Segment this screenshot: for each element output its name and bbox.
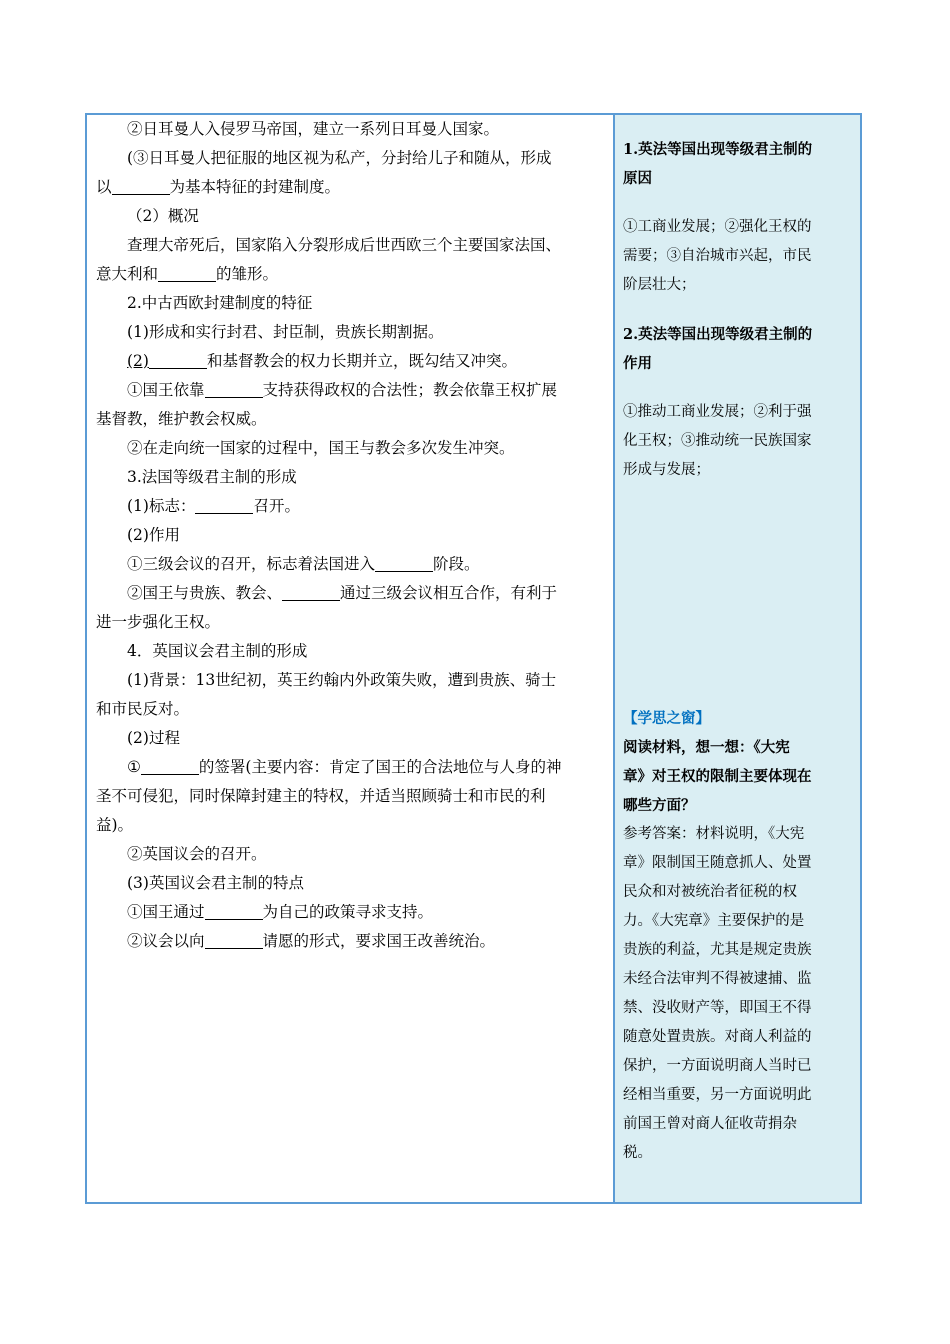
- answer: 经相当重要，另一方面说明此: [623, 1087, 812, 1103]
- blank[interactable]: [375, 553, 433, 572]
- blank[interactable]: [195, 495, 253, 514]
- blank[interactable]: [205, 379, 263, 398]
- line: 意大利和 的雏形。: [96, 265, 279, 283]
- content-table: [85, 113, 862, 1204]
- answer: 贵族的利益，尤其是规定贵族: [623, 942, 812, 958]
- line: 4．英国议会君主制的形成: [127, 642, 308, 660]
- line: (2) 和基督教会的权力长期并立，既勾结又冲突。: [127, 352, 517, 370]
- blank[interactable]: [112, 176, 170, 195]
- line: ① 的签署(主要内容：肯定了国王的合法地位与人身的神: [127, 758, 562, 776]
- left-column: [87, 115, 615, 1202]
- line: (3)英国议会君主制的特点: [127, 874, 304, 892]
- effects-text: 化王权；③推动统一民族国家: [623, 433, 812, 449]
- line: 圣不可侵犯，同时保障封建主的特权，并适当照顾骑士和市民的利: [96, 787, 546, 805]
- answer: 随意处置贵族。对商人利益的: [623, 1029, 812, 1045]
- line: 和市民反对。: [96, 700, 190, 718]
- line: (2)作用: [127, 526, 180, 544]
- line: (1)形成和实行封君、封臣制，贵族长期割据。: [127, 323, 444, 341]
- heading-reasons: 原因: [623, 170, 652, 187]
- blank[interactable]: [282, 582, 340, 601]
- effects-text: ①推动工商业发展；②利于强: [623, 404, 812, 420]
- reasons-text: 阶层壮大；: [623, 277, 696, 293]
- answer: 禁、没收财产等，即国王不得: [623, 1000, 812, 1016]
- line: (2)过程: [127, 729, 180, 747]
- line: 2.中古西欧封建制度的特征: [127, 294, 313, 312]
- reasons-text: 需要；③自治城市兴起，市民: [623, 248, 812, 264]
- blank[interactable]: [158, 263, 216, 282]
- blank[interactable]: [205, 901, 263, 920]
- window-title: 【学思之窗】: [623, 710, 710, 727]
- line: ②议会以向 请愿的形式，要求国王改善统治。: [127, 932, 496, 950]
- blank[interactable]: [141, 756, 199, 775]
- question: 哪些方面？: [623, 797, 696, 814]
- answer: 章》限制国王随意抓人、处置: [623, 855, 812, 871]
- question: 阅读材料，想一想：《大宪: [623, 739, 790, 756]
- line: （2）概况: [127, 207, 199, 225]
- line: ①国王依靠 支持获得政权的合法性；教会依靠王权扩展: [127, 381, 558, 399]
- line: (③日耳曼人把征服的地区视为私产，分封给儿子和随从，形成: [127, 149, 552, 167]
- answer: 税。: [623, 1145, 652, 1161]
- effects-text: 形成与发展；: [623, 462, 710, 478]
- line: 以 为基本特征的封建制度。: [96, 178, 341, 196]
- answer: 保护，一方面说明商人当时已: [623, 1058, 812, 1074]
- blank[interactable]: [149, 350, 207, 369]
- line: 进一步强化王权。: [96, 613, 221, 631]
- line: ②国王与贵族、教会、 通过三级会议相互合作，有利于: [127, 584, 558, 602]
- reasons-text: ①工商业发展；②强化王权的: [623, 219, 812, 235]
- question: 章》对王权的限制主要体现在: [623, 768, 812, 785]
- line: ②在走向统一国家的过程中，国王与教会多次发生冲突。: [127, 439, 515, 457]
- right-column: [615, 115, 860, 1202]
- line: ①国王通过 为自己的政策寻求支持。: [127, 903, 434, 921]
- answer: 参考答案：材料说明，《大宪: [623, 826, 805, 842]
- line: 益)。: [96, 816, 134, 834]
- blank[interactable]: [205, 930, 263, 949]
- heading-effects: 2.英法等国出现等级君主制的: [623, 326, 813, 343]
- line: (1)背景：13世纪初，英王约翰内外政策失败，遭到贵族、骑士: [127, 671, 557, 689]
- answer: 力。《大宪章》主要保护的是: [623, 913, 805, 929]
- line: 3.法国等级君主制的形成: [127, 468, 297, 486]
- line: 基督教，维护教会权威。: [96, 410, 267, 428]
- line: ②日耳曼人入侵罗马帝国，建立一系列日耳曼人国家。: [127, 120, 500, 138]
- heading-reasons: 1.英法等国出现等级君主制的: [623, 141, 813, 158]
- heading-effects: 作用: [623, 355, 652, 372]
- line: ①三级会议的召开，标志着法国进入 阶段。: [127, 555, 480, 573]
- answer: 民众和对被统治者征税的权: [623, 884, 797, 900]
- answer: 前国王曾对商人征收苛捐杂: [623, 1116, 797, 1132]
- line: ②英国议会的召开。: [127, 845, 267, 863]
- line: 查理大帝死后，国家陷入分裂形成后世西欧三个主要国家法国、: [127, 236, 562, 254]
- line: (1)标志： 召开。: [127, 497, 300, 515]
- answer: 未经合法审判不得被逮捕、监: [623, 971, 812, 987]
